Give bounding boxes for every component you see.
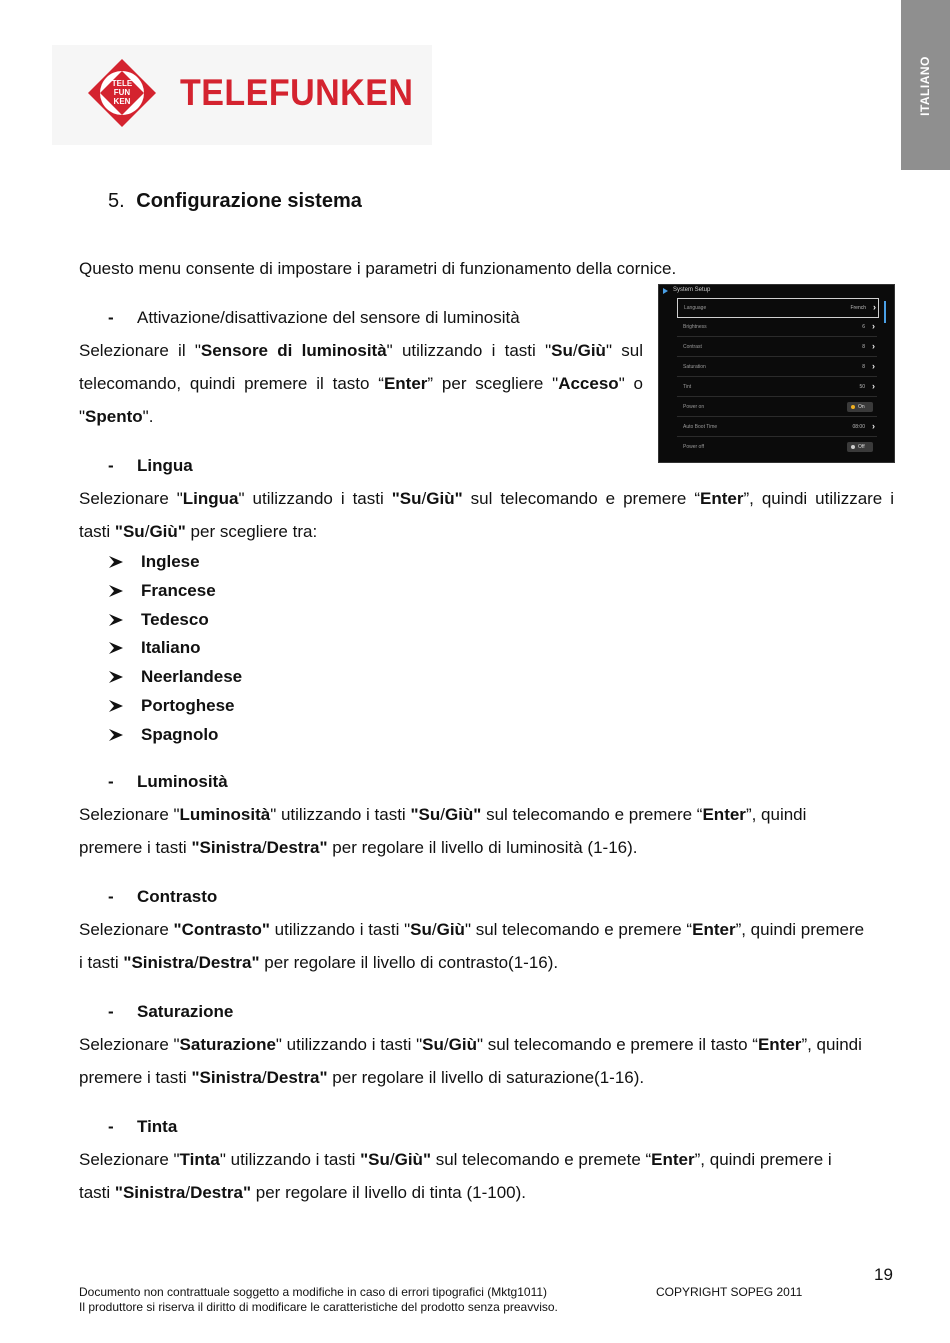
bullet-title: Luminosità: [137, 772, 228, 791]
tinta-paragraph-line-2: tasti "Sinistra/Destra" per regolare il livello di tinta (1-100).: [79, 1183, 527, 1202]
emblem-line-1: TELE: [111, 79, 133, 88]
power-on-toggle: On: [847, 402, 873, 412]
bullet-dash: -: [108, 1117, 114, 1136]
screenshot-row-contrast: Contrast 8 ›: [677, 338, 877, 357]
screenshot-row-auto-boot-time: Auto Boot Time 08:00 ›: [677, 418, 877, 437]
section-heading: [108, 190, 362, 213]
luminosita-paragraph-line-2: premere i tasti "Sinistra/Destra" per regolare il livello di luminosità (1-16).: [79, 838, 638, 857]
side-tab-label: ITALIANO: [918, 56, 932, 116]
arrowhead-bullet-icon: [108, 669, 124, 685]
toggle-off-dot-icon: [851, 445, 855, 449]
bullet-title: Tinta: [137, 1117, 178, 1136]
intro-text: Questo menu consente di impostare i parametri di funzionamento della cornice.: [79, 259, 677, 278]
bullet-title: Attivazione/disattivazione del sensore di luminosità: [137, 308, 520, 327]
screenshot-row-power-off: Power off Off: [677, 438, 877, 456]
bullet-dash: -: [108, 772, 114, 791]
chevron-right-icon: ›: [872, 321, 875, 331]
telefunken-emblem-logo: [86, 57, 158, 129]
bullet-dash: -: [108, 887, 114, 906]
screenshot-row-language: Language French ›: [677, 298, 879, 318]
bullet-dash: -: [108, 1002, 114, 1021]
footer-disclaimer-line-2: Il produttore si riserva il diritto di modificare le caratteristiche del prodotto senza preavviso.: [79, 1300, 558, 1314]
system-setup-screenshot: [658, 284, 895, 463]
screenshot-scrollbar: [884, 301, 886, 323]
arrowhead-bullet-icon: [108, 640, 124, 656]
sensor-paragraph-line-1: Selezionare il "Sensore di luminosità" utilizzando i tasti "Su/Giù" sul: [79, 341, 643, 360]
arrowhead-bullet-icon: [108, 612, 124, 628]
contrasto-paragraph-line-1: Selezionare "Contrasto" utilizzando i tasti "Su/Giù" sul telecomando e premere “Enter”, quindi premere: [79, 920, 865, 939]
arrowhead-bullet-icon: [108, 583, 124, 599]
screenshot-row-power-on: Power on On: [677, 398, 877, 417]
luminosita-paragraph-line-1: Selezionare "Luminosità" utilizzando i tasti "Su/Giù" sul telecomando e premere “Enter”, quindi: [79, 805, 807, 824]
arrowhead-bullet-icon: [108, 554, 124, 570]
screenshot-row-saturation: Saturation 8 ›: [677, 358, 877, 377]
screenshot-row-tint: Tint 50 ›: [677, 378, 877, 397]
emblem-line-2: FUN: [113, 88, 131, 97]
chevron-right-icon: ›: [873, 302, 876, 312]
bullet-title: Saturazione: [137, 1002, 234, 1021]
lingua-paragraph-line-2: tasti "Su/Giù" per scegliere tra:: [79, 522, 318, 541]
screenshot-row-brightness: Brightness 6 ›: [677, 318, 877, 337]
heading-title: Configurazione sistema: [136, 190, 362, 212]
sensor-paragraph-line-2: telecomando, quindi premere il tasto “Enter” per scegliere "Acceso" o: [79, 374, 644, 393]
saturazione-paragraph-line-1: Selezionare "Saturazione" utilizzando i tasti "Su/Giù" sul telecomando e premere il tasto “Enter”, quindi: [79, 1035, 862, 1054]
page-number: 19: [874, 1265, 893, 1284]
sensor-paragraph-line-3: "Spento".: [79, 407, 154, 426]
footer-disclaimer-line-1: Documento non contrattuale soggetto a modifiche in caso di errori tipografici (Mktg1011): [79, 1285, 548, 1299]
telefunken-wordmark: TELEFUNKEN: [180, 72, 414, 113]
power-off-toggle: Off: [847, 442, 873, 452]
language-side-tab: [901, 0, 950, 170]
bullet-dash: -: [108, 308, 114, 327]
footer-copyright: COPYRIGHT SOPEG 2011: [656, 1285, 803, 1299]
emblem-line-3: KEN: [113, 97, 131, 106]
arrowhead-bullet-icon: [108, 698, 124, 714]
chevron-right-icon: ›: [872, 341, 875, 351]
screenshot-title: System Setup: [673, 287, 711, 293]
chevron-right-icon: ›: [872, 381, 875, 391]
bullet-dash: -: [108, 456, 114, 475]
bullet-title: Contrasto: [137, 887, 218, 906]
bullet-title: Lingua: [137, 456, 193, 475]
contrasto-paragraph-line-2: i tasti "Sinistra/Destra" per regolare il livello di contrasto(1-16).: [79, 953, 559, 972]
tinta-paragraph-line-1: Selezionare "Tinta" utilizzando i tasti "Su/Giù" sul telecomando e premete “Enter”, quindi premere i: [79, 1150, 832, 1169]
toggle-on-dot-icon: [851, 405, 855, 409]
arrowhead-bullet-icon: [108, 727, 124, 743]
chevron-right-icon: ›: [872, 361, 875, 371]
saturazione-paragraph-line-2: premere i tasti "Sinistra/Destra" per regolare il livello di saturazione(1-16).: [79, 1068, 645, 1087]
menu-arrow-icon: [663, 288, 668, 294]
chevron-right-icon: ›: [872, 421, 875, 431]
lingua-paragraph-line-1: Selezionare "Lingua" utilizzando i tasti "Su/Giù" sul telecomando e premere “Enter”, quindi utilizzare i: [79, 489, 895, 508]
heading-number: 5.: [108, 190, 125, 212]
